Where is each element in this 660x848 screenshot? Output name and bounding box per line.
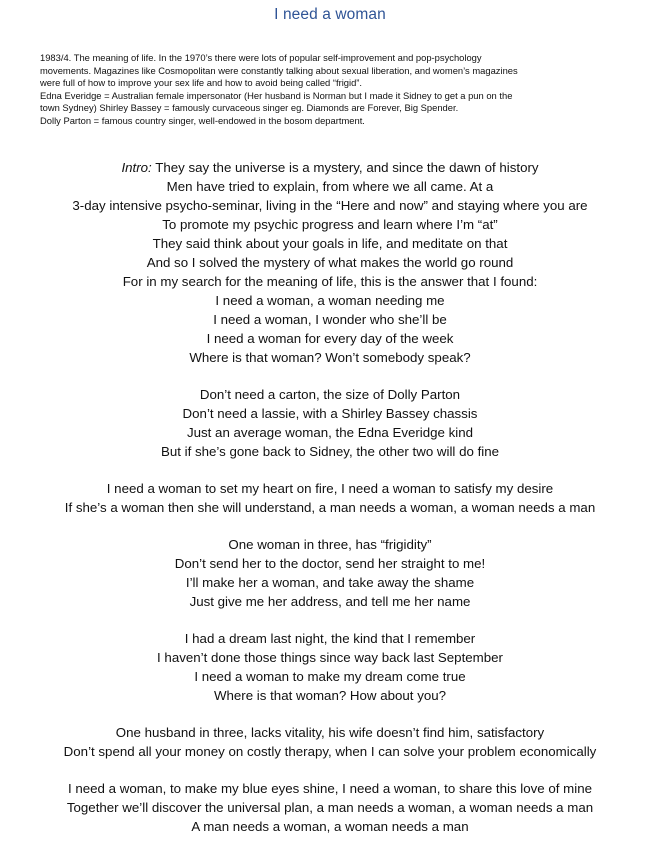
lyric-line: And so I solved the mystery of what makes the world go round: [146, 255, 514, 270]
note-line: Edna Everidge = Australian female impersonator (Her husband is Norman but I made it Sidney to get a pun on the: [40, 89, 513, 101]
intro-text: They say the universe is a mystery, and since the dawn of history: [151, 160, 539, 175]
lyric-line: I need a woman, to make my blue eyes shine, I need a woman, to share this love of mine: [67, 781, 593, 796]
lyric-line: I haven’t done those things since way back last September: [157, 650, 503, 665]
lyric-line: I need a woman to set my heart on fire, I need a woman to satisfy my desire: [106, 481, 554, 496]
note-line: Dolly Parton = famous country singer, well-endowed in the bosom department.: [40, 114, 365, 126]
lyric-line: Don’t spend all your money on costly therapy, when I can solve your problem economically: [63, 744, 597, 759]
lyric-line: To promote my psychic progress and learn where I’m “at”: [162, 217, 498, 232]
stanza-gap: [0, 517, 660, 535]
lyric-line: For in my search for the meaning of life, this is the answer that I found:: [122, 274, 538, 289]
lyric-line: Don’t send her to the doctor, send her straight to me!: [174, 556, 486, 571]
lyric-line: Men have tried to explain, from where we all came. At a: [166, 179, 494, 194]
lyric-line: Just give me her address, and tell me her name: [189, 594, 471, 609]
stanza-gap: [0, 611, 660, 629]
document-title: I need a woman: [274, 6, 386, 23]
lyric-line: I need a woman, I wonder who she’ll be: [213, 312, 447, 327]
lyric-line: I’ll make her a woman, and take away the shame: [185, 575, 475, 590]
note-line: were full of how to improve your sex life and how to avoid being called “frigid”.: [40, 77, 363, 88]
lyric-line: One husband in three, lacks vitality, his wife doesn’t find him, satisfactory: [115, 725, 545, 740]
lyric-line: Together we’ll discover the universal plan, a man needs a woman, a woman needs a man: [66, 800, 594, 815]
lyric-line: If she’s a woman then she will understand, a man needs a woman, a woman needs a man: [64, 500, 596, 515]
intro-line: [0, 158, 660, 177]
stanza-gap: [0, 705, 660, 723]
lyric-line: Don’t need a carton, the size of Dolly Parton: [199, 387, 461, 402]
lyric-line: But if she’s gone back to Sidney, the other two will do fine: [160, 444, 500, 459]
lyric-line: I need a woman, a woman needing me: [215, 293, 445, 308]
lyric-line: I need a woman to make my dream come true: [194, 669, 466, 684]
stanza-gap: [0, 367, 660, 385]
intro-label: Intro:: [121, 160, 152, 175]
lyric-line: They said think about your goals in life, and meditate on that: [152, 236, 508, 251]
lyric-line: A man needs a woman, a woman needs a man: [191, 819, 469, 834]
lyric-line: 3-day intensive psycho-seminar, living in the “Here and now” and staying where you are: [72, 198, 588, 213]
lyric-line: One woman in three, has “frigidity”: [228, 537, 432, 552]
note-line: 1983/4. The meaning of life. In the 1970’s there were lots of popular self-improvement and pop-psychology: [40, 52, 482, 63]
note-line: movements. Magazines like Cosmopolitan were constantly talking about sexual liberation, and women’s magazines: [40, 64, 518, 76]
lyric-line: Just an average woman, the Edna Everidge kind: [186, 425, 474, 440]
stanza-gap: [0, 461, 660, 479]
lyric-line: Where is that woman? How about you?: [213, 688, 447, 703]
song-lyrics: [0, 158, 660, 836]
stanza-gap: [0, 761, 660, 779]
lyric-line: I had a dream last night, the kind that I remember: [184, 631, 476, 646]
background-notes: [40, 52, 640, 127]
note-line: town Sydney) Shirley Bassey = famously curvaceous singer eg. Diamonds are Forever, Big Spender.: [40, 102, 459, 113]
lyric-line: Don’t need a lassie, with a Shirley Bassey chassis: [182, 406, 478, 421]
lyric-line: I need a woman for every day of the week: [206, 331, 454, 346]
lyric-line: Where is that woman? Won’t somebody speak?: [189, 350, 471, 365]
